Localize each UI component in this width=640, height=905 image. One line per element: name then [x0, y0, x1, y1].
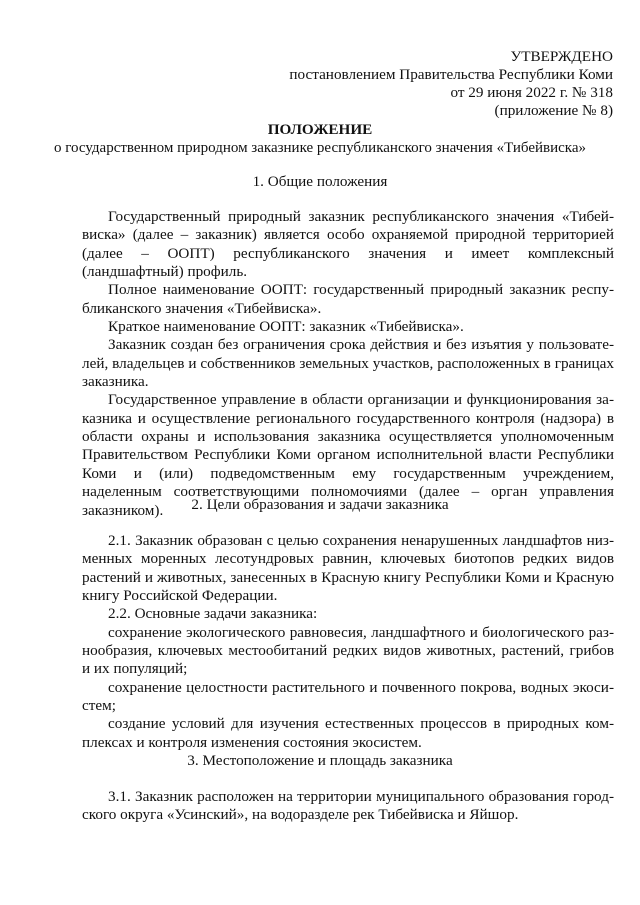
- approval-stamp: [253, 48, 613, 120]
- section-location: [82, 788, 614, 825]
- document-title: ПОЛОЖЕНИЕ: [267, 121, 373, 138]
- paragraph: 3.1. Заказник расположен на территории муниципального образования городского округа «Усинский», на водоразделе рек Тибейвиска и Яйшор.: [82, 788, 614, 824]
- approval-date-number: от 29 июня 2022 г. № 318: [450, 84, 613, 101]
- section-heading-goals: 2. Цели образования и задачи заказника: [191, 496, 449, 513]
- paragraph: Краткое наименование ООПТ: заказник «Тибейвиска».: [108, 318, 464, 336]
- paragraph: Государственный природный заказник республиканского значения «Тибейвиска» (далее – заказник) является особо охраняемой природной территорией (далее – ООПТ) республиканского значения и имеет комплексный (ландшафтный) профиль.: [82, 208, 614, 281]
- approval-authority: постановлением Правительства Республики Коми: [289, 66, 613, 83]
- paragraph: Государственное управление в области организации и функционирования заказника и осуществление регионального государственного контроля (надзора) в области охраны и использования заказника осуществляется уполномоченным Правительством Республики Коми органом исполнительной власти Республики Коми и (или) подведомственным ему государственным учреждением, наделенным соответствующими полномочиями (далее – орган управления заказником).: [82, 391, 614, 519]
- paragraph: сохранение целостности растительного и почвенного покрова, водных экосистем;: [82, 678, 614, 715]
- paragraph: 2.1. Заказник образован с целью сохранения ненарушенных ландшафтов низменных моренных лесотундровых равнин, ключевых биотопов редких видов растений и животных, занесенных в Красную книгу Республики Коми и Красную книгу Российской Федерации.: [82, 532, 614, 605]
- paragraph: создание условий для изучения естественных процессов в природных комплексах и контроля изменения состояния экосистем.: [82, 715, 614, 751]
- paragraph: 2.2. Основные задачи заказника:: [108, 605, 318, 623]
- section-goals: [82, 532, 614, 752]
- paragraph: сохранение экологического равновесия, ландшафтного и биологического разнообразия, ключевых местообитаний редких видов животных, растений, грибов и их популяций;: [82, 623, 614, 678]
- document-subtitle: о государственном природном заказнике республиканского значения «Тибейвиска»: [53, 140, 586, 156]
- approval-annex: (приложение № 8): [494, 102, 613, 119]
- section-general: [82, 208, 614, 520]
- section-heading-location: 3. Местоположение и площадь заказника: [187, 752, 453, 769]
- paragraph: Заказник создан без ограничения срока действия и без изъятия у пользователей, владельцев и собственников земельных участков, расположенных в границах заказника.: [82, 336, 614, 391]
- section-heading-general: 1. Общие положения: [252, 173, 388, 190]
- approval-word: УТВЕРЖДЕНО: [510, 48, 613, 65]
- paragraph: Полное наименование ООПТ: государственный природный заказник республиканского значения «Тибейвиска».: [82, 281, 614, 317]
